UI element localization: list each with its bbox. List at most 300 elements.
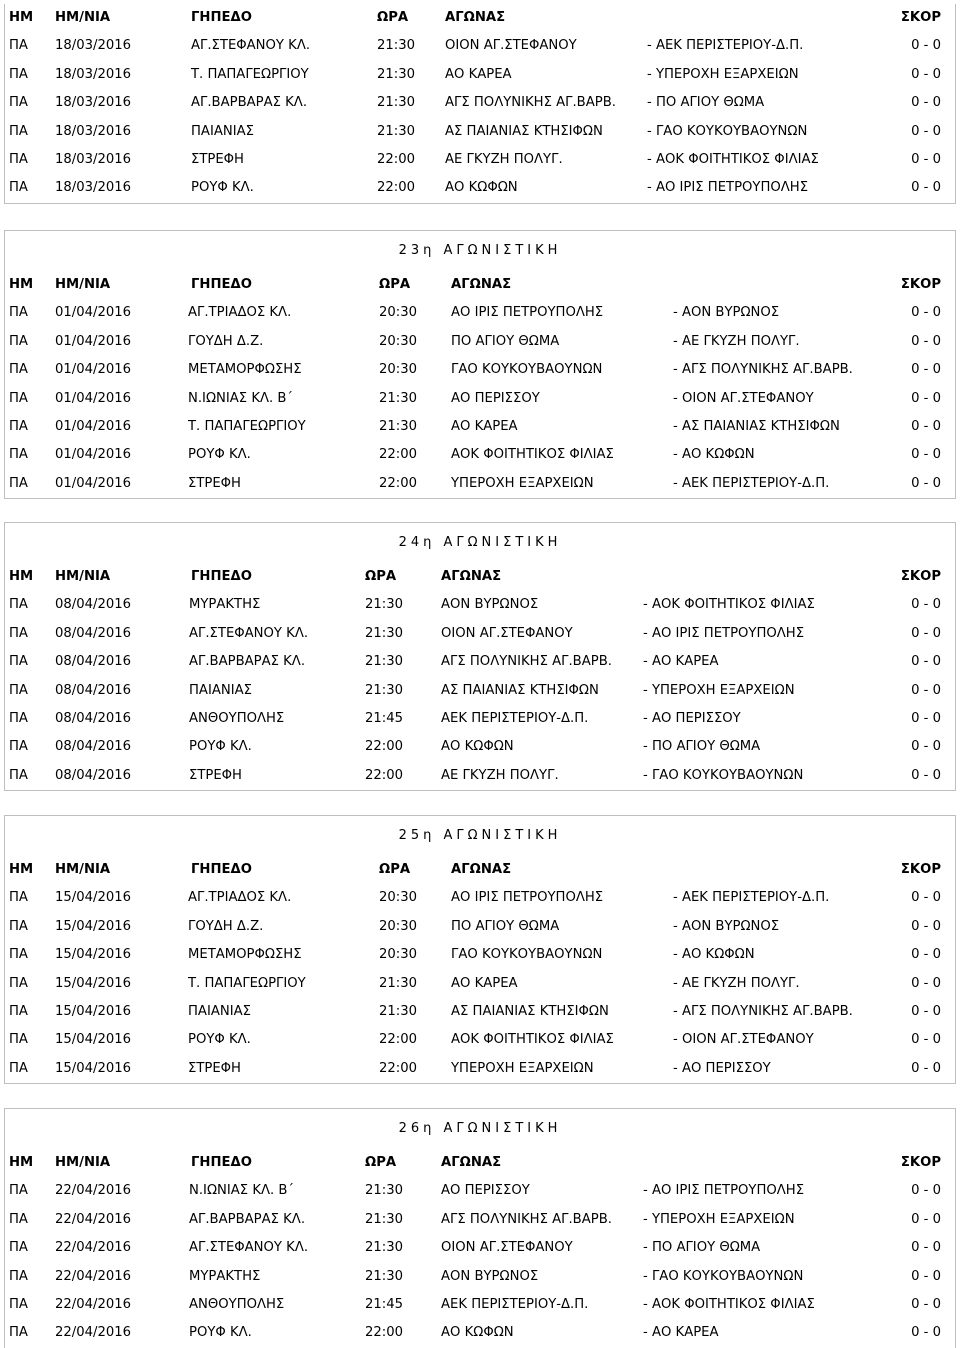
- round-block-4: [4, 1108, 956, 1348]
- match-date: 15/04/2016: [55, 890, 132, 906]
- match-day: ΠΑ: [9, 362, 28, 378]
- match-score: 0 - 0: [911, 390, 941, 406]
- match-time: 21:30: [365, 1211, 404, 1227]
- match-day: ΠΑ: [9, 1211, 28, 1227]
- home-team: ΑΟ ΚΩΦΩΝ: [445, 180, 518, 196]
- match-score: 0 - 0: [911, 918, 941, 934]
- match-score: 0 - 0: [911, 1211, 941, 1227]
- away-team: - ΑΕ ΓΚΥΖΗ ΠΟΛΥΓ.: [673, 975, 800, 991]
- match-score: 0 - 0: [911, 333, 941, 349]
- match-day: ΠΑ: [9, 1240, 28, 1256]
- match-score: 0 - 0: [911, 447, 941, 463]
- home-team: ΑΣ ΠΑΙΑΝΙΑΣ ΚΤΗΣΙΦΩΝ: [451, 1003, 609, 1019]
- match-venue: ΜΥΡΑΚΤΗΣ: [189, 1268, 261, 1284]
- match-score: 0 - 0: [911, 654, 941, 670]
- match-day: ΠΑ: [9, 1032, 28, 1048]
- header-day: ΗΜ: [9, 10, 34, 25]
- match-score: 0 - 0: [911, 1325, 941, 1341]
- match-venue: ΠΑΙΑΝΙΑΣ: [189, 682, 252, 698]
- match-date: 22/04/2016: [55, 1183, 132, 1199]
- match-venue: ΑΓ.ΣΤΕΦΑΝΟΥ ΚΛ.: [189, 625, 309, 641]
- match-score: 0 - 0: [911, 1032, 941, 1048]
- header-row: [5, 4, 955, 32]
- match-score: 0 - 0: [911, 975, 941, 991]
- away-team: - ΓΑΟ ΚΟΥΚΟΥΒΑΟΥΝΩΝ: [647, 123, 808, 139]
- match-time: 21:30: [379, 1003, 418, 1019]
- home-team: ΑΟ ΙΡΙΣ ΠΕΤΡΟΥΠΟΛΗΣ: [451, 305, 604, 321]
- home-team: ΑΓΣ ΠΟΛΥΝΙΚΗΣ ΑΓ.ΒΑΡΒ.: [441, 654, 612, 670]
- match-score: 0 - 0: [911, 682, 941, 698]
- match-venue: ΑΓ.ΒΑΡΒΑΡΑΣ ΚΛ.: [189, 654, 306, 670]
- match-venue: Τ. ΠΑΠΑΓΕΩΡΓΙΟΥ: [191, 66, 309, 82]
- home-team: ΑΟΚ ΦΟΙΤΗΤΙΚΟΣ ΦΙΛΙΑΣ: [451, 447, 614, 463]
- match-date: 15/04/2016: [55, 1003, 132, 1019]
- match-score: 0 - 0: [911, 597, 941, 613]
- match-score: 0 - 0: [911, 710, 941, 726]
- header-score: ΣΚΟΡ: [900, 10, 941, 25]
- match-row: [5, 1206, 955, 1234]
- match-venue: ΡΟΥΦ ΚΛ.: [188, 1032, 251, 1048]
- match-score: 0 - 0: [911, 1060, 941, 1076]
- match-score: 0 - 0: [911, 1183, 941, 1199]
- match-score: 0 - 0: [911, 362, 941, 378]
- match-time: 20:30: [379, 305, 418, 321]
- match-time: 21:30: [377, 66, 416, 82]
- home-team: ΑΓΣ ΠΟΛΥΝΙΚΗΣ ΑΓ.ΒΑΡΒ.: [445, 95, 616, 111]
- away-team: - ΑΟ ΚΩΦΩΝ: [673, 447, 755, 463]
- away-team: - ΑΟΚ ΦΟΙΤΗΤΙΚΟΣ ΦΙΛΙΑΣ: [643, 1296, 815, 1312]
- match-day: ΠΑ: [9, 180, 28, 196]
- match-score: 0 - 0: [911, 475, 941, 491]
- away-team: - ΑΟ ΠΕΡΙΣΣΟΥ: [643, 710, 741, 726]
- match-time: 22:00: [377, 180, 416, 196]
- match-row: [5, 1055, 955, 1083]
- match-date: 15/04/2016: [55, 918, 132, 934]
- header-day: ΗΜ: [9, 1155, 34, 1170]
- away-team: - ΑΕΚ ΠΕΡΙΣΤΕΡΙΟΥ-Δ.Π.: [673, 475, 830, 491]
- match-row: [5, 356, 955, 384]
- match-date: 01/04/2016: [55, 475, 132, 491]
- match-row: [5, 705, 955, 733]
- match-row: [5, 998, 955, 1026]
- match-venue: ΜΥΡΑΚΤΗΣ: [189, 597, 261, 613]
- match-time: 22:00: [365, 739, 404, 755]
- match-venue: Τ. ΠΑΠΑΓΕΩΡΓΙΟΥ: [188, 975, 306, 991]
- match-date: 22/04/2016: [55, 1240, 132, 1256]
- header-date: ΗΜ/ΝΙΑ: [55, 277, 111, 292]
- home-team: ΑΓΣ ΠΟΛΥΝΙΚΗΣ ΑΓ.ΒΑΡΒ.: [441, 1211, 612, 1227]
- match-time: 22:00: [365, 1325, 404, 1341]
- match-list: [5, 32, 955, 202]
- match-venue: ΑΓ.ΣΤΕΦΑΝΟΥ ΚΛ.: [189, 1240, 309, 1256]
- header-row: [5, 856, 955, 884]
- home-team: ΑΟ ΚΑΡΕΑ: [445, 66, 512, 82]
- match-row: [5, 299, 955, 327]
- match-score: 0 - 0: [911, 1240, 941, 1256]
- match-venue: ΑΓ.ΣΤΕΦΑΝΟΥ ΚΛ.: [191, 38, 311, 54]
- away-team: - ΑΕΚ ΠΕΡΙΣΤΕΡΙΟΥ-Δ.Π.: [647, 38, 804, 54]
- home-team: ΥΠΕΡΟΧΗ ΕΞΑΡΧΕΙΩΝ: [451, 1060, 594, 1076]
- header-score: ΣΚΟΡ: [900, 569, 941, 584]
- match-row: [5, 174, 955, 202]
- match-day: ΠΑ: [9, 947, 28, 963]
- match-venue: ΠΑΙΑΝΙΑΣ: [191, 123, 254, 139]
- round-title: 26η ΑΓΩΝΙΣΤΙΚΗ: [398, 1121, 562, 1136]
- match-venue: ΑΓ.ΤΡΙΑΔΟΣ ΚΛ.: [188, 305, 292, 321]
- match-score: 0 - 0: [911, 123, 941, 139]
- match-list: [5, 1177, 955, 1347]
- match-venue: ΓΟΥΔΗ Δ.Ζ.: [188, 333, 264, 349]
- home-team: ΑΟ ΚΩΦΩΝ: [441, 739, 514, 755]
- match-date: 18/03/2016: [55, 180, 132, 196]
- match-venue: ΜΕΤΑΜΟΡΦΩΣΗΣ: [188, 362, 302, 378]
- home-team: ΑΕ ΓΚΥΖΗ ΠΟΛΥΓ.: [445, 151, 563, 167]
- round-block-0: [4, 4, 956, 204]
- away-team: - ΑΟ ΚΩΦΩΝ: [673, 947, 755, 963]
- match-date: 15/04/2016: [55, 1060, 132, 1076]
- match-time: 21:30: [365, 597, 404, 613]
- match-date: 08/04/2016: [55, 654, 132, 670]
- match-venue: ΣΤΡΕΦΗ: [188, 475, 241, 491]
- match-day: ΠΑ: [9, 654, 28, 670]
- header-row: [5, 563, 955, 591]
- match-list: [5, 884, 955, 1083]
- round-title: 24η ΑΓΩΝΙΣΤΙΚΗ: [398, 535, 562, 550]
- match-time: 22:00: [365, 767, 404, 783]
- match-score: 0 - 0: [911, 1003, 941, 1019]
- header-venue: ΓΗΠΕΔΟ: [191, 10, 252, 25]
- match-day: ΠΑ: [9, 682, 28, 698]
- match-date: 15/04/2016: [55, 975, 132, 991]
- match-day: ΠΑ: [9, 1296, 28, 1312]
- match-row: [5, 762, 955, 790]
- match-score: 0 - 0: [911, 1268, 941, 1284]
- away-team: - ΥΠΕΡΟΧΗ ΕΞΑΡΧΕΙΩΝ: [643, 1211, 795, 1227]
- home-team: ΑΟ ΚΑΡΕΑ: [451, 418, 518, 434]
- away-team: - ΑΟ ΙΡΙΣ ΠΕΤΡΟΥΠΟΛΗΣ: [643, 625, 805, 641]
- match-date: 08/04/2016: [55, 597, 132, 613]
- match-day: ΠΑ: [9, 418, 28, 434]
- home-team: ΑΟΝ ΒΥΡΩΝΟΣ: [441, 1268, 539, 1284]
- header-match: ΑΓΩΝΑΣ: [451, 862, 512, 877]
- header-time: ΩΡΑ: [365, 1155, 397, 1170]
- home-team: ΑΣ ΠΑΙΑΝΙΑΣ ΚΤΗΣΙΦΩΝ: [445, 123, 603, 139]
- match-time: 21:30: [379, 975, 418, 991]
- match-list: [5, 299, 955, 498]
- match-day: ΠΑ: [9, 1268, 28, 1284]
- home-team: ΑΟ ΙΡΙΣ ΠΕΤΡΟΥΠΟΛΗΣ: [451, 890, 604, 906]
- match-score: 0 - 0: [911, 180, 941, 196]
- match-score: 0 - 0: [911, 739, 941, 755]
- match-score: 0 - 0: [911, 890, 941, 906]
- match-time: 21:30: [365, 1240, 404, 1256]
- home-team: ΠΟ ΑΓΙΟΥ ΘΩΜΑ: [451, 918, 560, 934]
- home-team: ΑΟ ΚΩΦΩΝ: [441, 1325, 514, 1341]
- home-team: ΑΕΚ ΠΕΡΙΣΤΕΡΙΟΥ-Δ.Π.: [441, 710, 589, 726]
- header-day: ΗΜ: [9, 569, 34, 584]
- home-team: ΑΕ ΓΚΥΖΗ ΠΟΛΥΓ.: [441, 767, 559, 783]
- match-date: 08/04/2016: [55, 710, 132, 726]
- match-day: ΠΑ: [9, 151, 28, 167]
- away-team: - ΑΟ ΚΑΡΕΑ: [643, 1325, 719, 1341]
- match-day: ΠΑ: [9, 1003, 28, 1019]
- match-time: 20:30: [379, 918, 418, 934]
- match-score: 0 - 0: [911, 38, 941, 54]
- match-time: 21:45: [365, 710, 404, 726]
- header-row: [5, 271, 955, 299]
- match-time: 20:30: [379, 947, 418, 963]
- match-row: [5, 385, 955, 413]
- match-day: ΠΑ: [9, 475, 28, 491]
- match-date: 18/03/2016: [55, 151, 132, 167]
- match-time: 21:30: [365, 625, 404, 641]
- match-date: 01/04/2016: [55, 418, 132, 434]
- match-date: 18/03/2016: [55, 66, 132, 82]
- home-team: ΑΟ ΚΑΡΕΑ: [451, 975, 518, 991]
- match-time: 21:30: [377, 123, 416, 139]
- header-time: ΩΡΑ: [379, 862, 411, 877]
- away-team: - ΑΟΚ ΦΟΙΤΗΤΙΚΟΣ ΦΙΛΙΑΣ: [647, 151, 819, 167]
- match-score: 0 - 0: [911, 95, 941, 111]
- match-venue: ΑΓ.ΒΑΡΒΑΡΑΣ ΚΛ.: [191, 95, 308, 111]
- match-venue: ΠΑΙΑΝΙΑΣ: [188, 1003, 251, 1019]
- match-date: 22/04/2016: [55, 1325, 132, 1341]
- home-team: ΑΣ ΠΑΙΑΝΙΑΣ ΚΤΗΣΙΦΩΝ: [441, 682, 599, 698]
- match-date: 01/04/2016: [55, 362, 132, 378]
- home-team: ΠΟ ΑΓΙΟΥ ΘΩΜΑ: [451, 333, 560, 349]
- header-date: ΗΜ/ΝΙΑ: [55, 569, 111, 584]
- match-row: [5, 441, 955, 469]
- match-row: [5, 32, 955, 60]
- home-team: ΟΙΟΝ ΑΓ.ΣΤΕΦΑΝΟΥ: [441, 625, 573, 641]
- header-venue: ΓΗΠΕΔΟ: [191, 569, 252, 584]
- match-day: ΠΑ: [9, 975, 28, 991]
- away-team: - ΑΟ ΙΡΙΣ ΠΕΤΡΟΥΠΟΛΗΣ: [643, 1183, 805, 1199]
- header-venue: ΓΗΠΕΔΟ: [191, 1155, 252, 1170]
- match-day: ΠΑ: [9, 890, 28, 906]
- match-date: 15/04/2016: [55, 947, 132, 963]
- away-team: - ΓΑΟ ΚΟΥΚΟΥΒΑΟΥΝΩΝ: [643, 767, 804, 783]
- header-match: ΑΓΩΝΑΣ: [451, 277, 512, 292]
- match-row: [5, 648, 955, 676]
- away-team: - ΥΠΕΡΟΧΗ ΕΞΑΡΧΕΙΩΝ: [647, 66, 799, 82]
- match-date: 08/04/2016: [55, 625, 132, 641]
- match-row: [5, 733, 955, 761]
- match-score: 0 - 0: [911, 625, 941, 641]
- header-venue: ΓΗΠΕΔΟ: [191, 277, 252, 292]
- home-team: ΑΟ ΠΕΡΙΣΣΟΥ: [441, 1183, 530, 1199]
- away-team: - ΟΙΟΝ ΑΓ.ΣΤΕΦΑΝΟΥ: [673, 390, 814, 406]
- match-venue: Ν.ΙΩΝΙΑΣ ΚΛ. Β΄: [188, 390, 294, 406]
- round-title: 25η ΑΓΩΝΙΣΤΙΚΗ: [398, 828, 562, 843]
- home-team: ΑΟΚ ΦΟΙΤΗΤΙΚΟΣ ΦΙΛΙΑΣ: [451, 1032, 614, 1048]
- match-venue: ΡΟΥΦ ΚΛ.: [189, 1325, 252, 1341]
- match-score: 0 - 0: [911, 1296, 941, 1312]
- match-time: 22:00: [379, 1060, 418, 1076]
- home-team: ΑΟΝ ΒΥΡΩΝΟΣ: [441, 597, 539, 613]
- header-time: ΩΡΑ: [377, 10, 409, 25]
- header-match: ΑΓΩΝΑΣ: [441, 569, 502, 584]
- match-row: [5, 1026, 955, 1054]
- match-venue: ΑΝΘΟΥΠΟΛΗΣ: [189, 710, 285, 726]
- away-team: - ΑΕΚ ΠΕΡΙΣΤΕΡΙΟΥ-Δ.Π.: [673, 890, 830, 906]
- match-date: 08/04/2016: [55, 682, 132, 698]
- match-row: [5, 61, 955, 89]
- away-team: - ΑΟΝ ΒΥΡΩΝΟΣ: [673, 305, 780, 321]
- away-team: - ΓΑΟ ΚΟΥΚΟΥΒΑΟΥΝΩΝ: [643, 1268, 804, 1284]
- match-date: 01/04/2016: [55, 390, 132, 406]
- match-time: 20:30: [379, 333, 418, 349]
- match-time: 22:00: [379, 1032, 418, 1048]
- header-score: ΣΚΟΡ: [900, 1155, 941, 1170]
- match-day: ΠΑ: [9, 710, 28, 726]
- away-team: - ΑΟ ΙΡΙΣ ΠΕΤΡΟΥΠΟΛΗΣ: [647, 180, 809, 196]
- match-venue: ΣΤΡΕΦΗ: [191, 151, 244, 167]
- away-team: - ΑΓΣ ΠΟΛΥΝΙΚΗΣ ΑΓ.ΒΑΡΒ.: [673, 1003, 853, 1019]
- match-row: [5, 884, 955, 912]
- round-block-3: [4, 815, 956, 1084]
- home-team: ΟΙΟΝ ΑΓ.ΣΤΕΦΑΝΟΥ: [441, 1240, 573, 1256]
- match-time: 22:00: [379, 475, 418, 491]
- header-time: ΩΡΑ: [365, 569, 397, 584]
- match-row: [5, 328, 955, 356]
- away-team: - ΑΕ ΓΚΥΖΗ ΠΟΛΥΓ.: [673, 333, 800, 349]
- match-date: 01/04/2016: [55, 447, 132, 463]
- away-team: - ΠΟ ΑΓΙΟΥ ΘΩΜΑ: [643, 739, 761, 755]
- away-team: - ΠΟ ΑΓΙΟΥ ΘΩΜΑ: [643, 1240, 761, 1256]
- match-day: ΠΑ: [9, 1183, 28, 1199]
- match-row: [5, 413, 955, 441]
- away-team: - ΥΠΕΡΟΧΗ ΕΞΑΡΧΕΙΩΝ: [643, 682, 795, 698]
- match-score: 0 - 0: [911, 151, 941, 167]
- match-score: 0 - 0: [911, 418, 941, 434]
- match-date: 01/04/2016: [55, 333, 132, 349]
- match-venue: ΑΝΘΟΥΠΟΛΗΣ: [189, 1296, 285, 1312]
- away-team: - ΑΟΝ ΒΥΡΩΝΟΣ: [673, 918, 780, 934]
- away-team: - ΑΟ ΚΑΡΕΑ: [643, 654, 719, 670]
- match-day: ΠΑ: [9, 123, 28, 139]
- match-venue: ΣΤΡΕΦΗ: [189, 767, 242, 783]
- header-match: ΑΓΩΝΑΣ: [445, 10, 506, 25]
- match-venue: ΑΓ.ΒΑΡΒΑΡΑΣ ΚΛ.: [189, 1211, 306, 1227]
- match-venue: ΡΟΥΦ ΚΛ.: [191, 180, 254, 196]
- match-row: [5, 1234, 955, 1262]
- match-date: 08/04/2016: [55, 739, 132, 755]
- home-team: ΓΑΟ ΚΟΥΚΟΥΒΑΟΥΝΩΝ: [451, 362, 603, 378]
- match-day: ΠΑ: [9, 66, 28, 82]
- match-row: [5, 146, 955, 174]
- match-row: [5, 941, 955, 969]
- match-score: 0 - 0: [911, 947, 941, 963]
- home-team: ΑΕΚ ΠΕΡΙΣΤΕΡΙΟΥ-Δ.Π.: [441, 1296, 589, 1312]
- match-date: 22/04/2016: [55, 1296, 132, 1312]
- away-team: - ΑΣ ΠΑΙΑΝΙΑΣ ΚΤΗΣΙΦΩΝ: [673, 418, 840, 434]
- match-day: ΠΑ: [9, 95, 28, 111]
- match-row: [5, 1263, 955, 1291]
- match-row: [5, 1177, 955, 1205]
- match-score: 0 - 0: [911, 66, 941, 82]
- header-date: ΗΜ/ΝΙΑ: [55, 862, 111, 877]
- match-day: ΠΑ: [9, 447, 28, 463]
- away-team: - ΟΙΟΝ ΑΓ.ΣΤΕΦΑΝΟΥ: [673, 1032, 814, 1048]
- home-team: ΑΟ ΠΕΡΙΣΣΟΥ: [451, 390, 540, 406]
- match-venue: ΑΓ.ΤΡΙΑΔΟΣ ΚΛ.: [188, 890, 292, 906]
- match-row: [5, 677, 955, 705]
- away-team: - ΠΟ ΑΓΙΟΥ ΘΩΜΑ: [647, 95, 765, 111]
- header-venue: ΓΗΠΕΔΟ: [191, 862, 252, 877]
- match-day: ΠΑ: [9, 333, 28, 349]
- match-day: ΠΑ: [9, 739, 28, 755]
- match-day: ΠΑ: [9, 305, 28, 321]
- match-day: ΠΑ: [9, 625, 28, 641]
- header-row: [5, 1149, 955, 1177]
- match-time: 22:00: [379, 447, 418, 463]
- match-venue: ΜΕΤΑΜΟΡΦΩΣΗΣ: [188, 947, 302, 963]
- match-row: [5, 1291, 955, 1319]
- match-time: 21:30: [379, 418, 418, 434]
- match-time: 21:30: [365, 654, 404, 670]
- away-team: - ΑΓΣ ΠΟΛΥΝΙΚΗΣ ΑΓ.ΒΑΡΒ.: [673, 362, 853, 378]
- match-score: 0 - 0: [911, 305, 941, 321]
- match-time: 21:30: [365, 1268, 404, 1284]
- header-match: ΑΓΩΝΑΣ: [441, 1155, 502, 1170]
- away-team: - ΑΟΚ ΦΟΙΤΗΤΙΚΟΣ ΦΙΛΙΑΣ: [643, 597, 815, 613]
- match-day: ΠΑ: [9, 1060, 28, 1076]
- header-score: ΣΚΟΡ: [900, 862, 941, 877]
- match-row: [5, 470, 955, 498]
- header-day: ΗΜ: [9, 862, 34, 877]
- header-day: ΗΜ: [9, 277, 34, 292]
- header-time: ΩΡΑ: [379, 277, 411, 292]
- match-date: 18/03/2016: [55, 38, 132, 54]
- home-team: ΟΙΟΝ ΑΓ.ΣΤΕΦΑΝΟΥ: [445, 38, 577, 54]
- match-day: ΠΑ: [9, 390, 28, 406]
- match-list: [5, 591, 955, 790]
- match-row: [5, 591, 955, 619]
- round-title: 23η ΑΓΩΝΙΣΤΙΚΗ: [398, 243, 562, 258]
- match-score: 0 - 0: [911, 767, 941, 783]
- match-row: [5, 1319, 955, 1347]
- away-team: - ΑΟ ΠΕΡΙΣΣΟΥ: [673, 1060, 771, 1076]
- match-day: ΠΑ: [9, 767, 28, 783]
- header-date: ΗΜ/ΝΙΑ: [55, 10, 111, 25]
- match-row: [5, 970, 955, 998]
- match-time: 21:45: [365, 1296, 404, 1312]
- match-day: ΠΑ: [9, 38, 28, 54]
- match-date: 01/04/2016: [55, 305, 132, 321]
- match-time: 21:30: [365, 1183, 404, 1199]
- match-venue: ΣΤΡΕΦΗ: [188, 1060, 241, 1076]
- match-day: ΠΑ: [9, 1325, 28, 1341]
- match-venue: ΡΟΥΦ ΚΛ.: [188, 447, 251, 463]
- match-time: 22:00: [377, 151, 416, 167]
- match-date: 18/03/2016: [55, 123, 132, 139]
- match-venue: ΓΟΥΔΗ Δ.Ζ.: [188, 918, 264, 934]
- header-score: ΣΚΟΡ: [900, 277, 941, 292]
- round-block-2: [4, 522, 956, 791]
- home-team: ΓΑΟ ΚΟΥΚΟΥΒΑΟΥΝΩΝ: [451, 947, 603, 963]
- match-row: [5, 118, 955, 146]
- match-venue: Ν.ΙΩΝΙΑΣ ΚΛ. Β΄: [189, 1183, 295, 1199]
- match-date: 08/04/2016: [55, 767, 132, 783]
- match-time: 20:30: [379, 362, 418, 378]
- match-date: 15/04/2016: [55, 1032, 132, 1048]
- header-date: ΗΜ/ΝΙΑ: [55, 1155, 111, 1170]
- home-team: ΥΠΕΡΟΧΗ ΕΞΑΡΧΕΙΩΝ: [451, 475, 594, 491]
- match-venue: ΡΟΥΦ ΚΛ.: [189, 739, 252, 755]
- match-date: 22/04/2016: [55, 1211, 132, 1227]
- round-block-1: [4, 230, 956, 499]
